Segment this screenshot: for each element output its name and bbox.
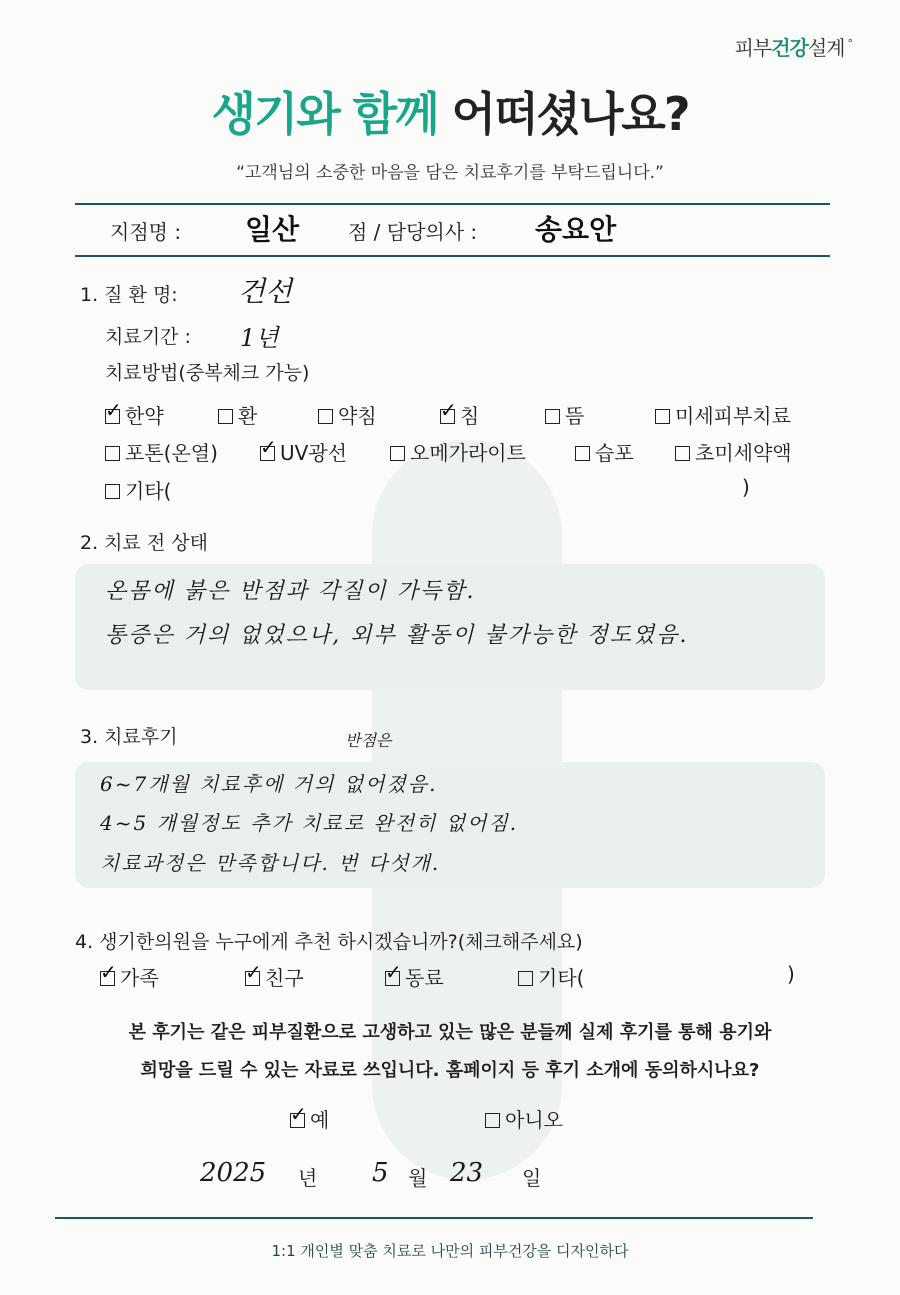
- title-part1: 생기와 함께: [211, 87, 438, 141]
- method-label: 치료방법(중복체크 가능): [105, 362, 310, 384]
- q3-line-3: 치료과정은 만족합니다. 번 다섯개.: [100, 851, 441, 875]
- branch-value: 일산: [245, 213, 300, 246]
- date-year-unit: 년: [298, 1166, 318, 1190]
- checkbox-colleague[interactable]: [385, 971, 400, 986]
- q2-line-1: 온몸에 붉은 반점과 각질이 가득함.: [105, 579, 476, 604]
- recommend-family[interactable]: ✓가족: [100, 962, 159, 991]
- divider-header-bottom: [75, 255, 830, 257]
- option-pill[interactable]: 환: [218, 400, 257, 429]
- option-uv[interactable]: ✓ UV광선: [260, 437, 347, 466]
- option-other-close: ): [742, 475, 750, 499]
- q4-label: 4. 생기한의원을 누구에게 추천 하시겠습니까?(체크해주세요): [75, 931, 583, 953]
- footer-tagline: 1:1 개인별 맞춤 치료로 나만의 피부건강을 디자인하다: [271, 1242, 629, 1260]
- period-value: 1년: [240, 324, 279, 352]
- q1-label: 1. 질 환 명:: [80, 284, 178, 306]
- checkbox-herbal[interactable]: [105, 409, 120, 424]
- recommend-colleague[interactable]: ✓ 동료: [385, 962, 444, 991]
- q3-line-2: 4~5 개월정도 추가 치료로 완전히 없어짐.: [100, 811, 519, 835]
- consent-line-2: 희망을 드릴 수 있는 자료로 쓰입니다. 홈페이지 등 후기 소개에 동의하시나요?: [140, 1060, 760, 1081]
- option-photon[interactable]: 포톤(온열): [105, 437, 218, 466]
- q3-label: 3. 치료후기: [80, 726, 178, 748]
- consent-no[interactable]: 아니오: [485, 1104, 563, 1133]
- option-ultrafine[interactable]: 초미세약액: [675, 437, 792, 466]
- checkbox-photon[interactable]: [105, 446, 120, 461]
- doctor-label: 점 / 담당의사 :: [348, 220, 478, 244]
- option-pharmacopuncture[interactable]: 약침: [318, 400, 377, 429]
- consent-yes[interactable]: ✓예: [290, 1104, 329, 1133]
- checkbox-compress[interactable]: [575, 446, 590, 461]
- date-day: 23: [450, 1158, 484, 1188]
- disease-value: 건선: [238, 275, 293, 308]
- checkbox-ultrafine[interactable]: [675, 446, 690, 461]
- option-herbal[interactable]: ✓한약: [105, 400, 164, 429]
- title-part2: 어떠셨나요?: [451, 87, 689, 141]
- period-label: 치료기간 :: [105, 326, 191, 348]
- divider-top: [75, 203, 830, 205]
- q2-label: 2. 치료 전 상태: [80, 532, 209, 554]
- checkbox-omega-light[interactable]: [390, 446, 405, 461]
- option-omega-light[interactable]: 오메가라이트: [390, 437, 526, 466]
- option-acupuncture[interactable]: ✓ 침: [440, 400, 479, 429]
- q3-line-1: 6~7개월 치료후에 거의 없어졌음.: [100, 772, 438, 796]
- option-moxibustion[interactable]: 뜸: [545, 400, 584, 429]
- page-subtitle: “고객님의 소중한 마음을 담은 치료후기를 부탁드립니다.”: [236, 163, 664, 183]
- date-year: 2025: [200, 1158, 267, 1188]
- checkbox-pill[interactable]: [218, 409, 233, 424]
- brand-logo: 피부건강설계 °: [734, 36, 852, 60]
- checkbox-pharmacopuncture[interactable]: [318, 409, 333, 424]
- checkbox-family[interactable]: [100, 971, 115, 986]
- consent-line-1: 본 후기는 같은 피부질환으로 고생하고 있는 많은 분들께 실제 후기를 통해 용기와: [128, 1022, 772, 1043]
- date-month-unit: 월: [408, 1166, 428, 1190]
- option-compress[interactable]: 습포: [575, 437, 634, 466]
- checkbox-other[interactable]: [105, 484, 120, 499]
- divider-footer: [55, 1217, 813, 1219]
- date-month: 5: [372, 1158, 389, 1188]
- checkbox-uv[interactable]: [260, 446, 275, 461]
- checkbox-consent-no[interactable]: [485, 1113, 500, 1128]
- checkbox-consent-yes[interactable]: [290, 1113, 305, 1128]
- branch-label: 지점명 :: [110, 220, 182, 244]
- option-other[interactable]: 기타(: [105, 475, 171, 504]
- q2-line-2: 통증은 거의 없었으나, 외부 활동이 불가능한 정도였음.: [105, 623, 689, 648]
- checkbox-moxibustion[interactable]: [545, 409, 560, 424]
- option-micro-skin[interactable]: 미세피부치료: [655, 400, 791, 429]
- checkbox-recommend-other[interactable]: [518, 971, 533, 986]
- page-title: [0, 78, 900, 144]
- q3-inserted-note: 반점은: [345, 731, 392, 750]
- recommend-friend[interactable]: ✓ 친구: [245, 962, 304, 991]
- checkbox-acupuncture[interactable]: [440, 409, 455, 424]
- recommend-other-close: ): [787, 962, 795, 986]
- checkbox-friend[interactable]: [245, 971, 260, 986]
- doctor-value: 송요안: [535, 213, 617, 246]
- date-day-unit: 일: [522, 1166, 542, 1190]
- checkbox-micro-skin[interactable]: [655, 409, 670, 424]
- recommend-other[interactable]: 기타(: [518, 962, 584, 991]
